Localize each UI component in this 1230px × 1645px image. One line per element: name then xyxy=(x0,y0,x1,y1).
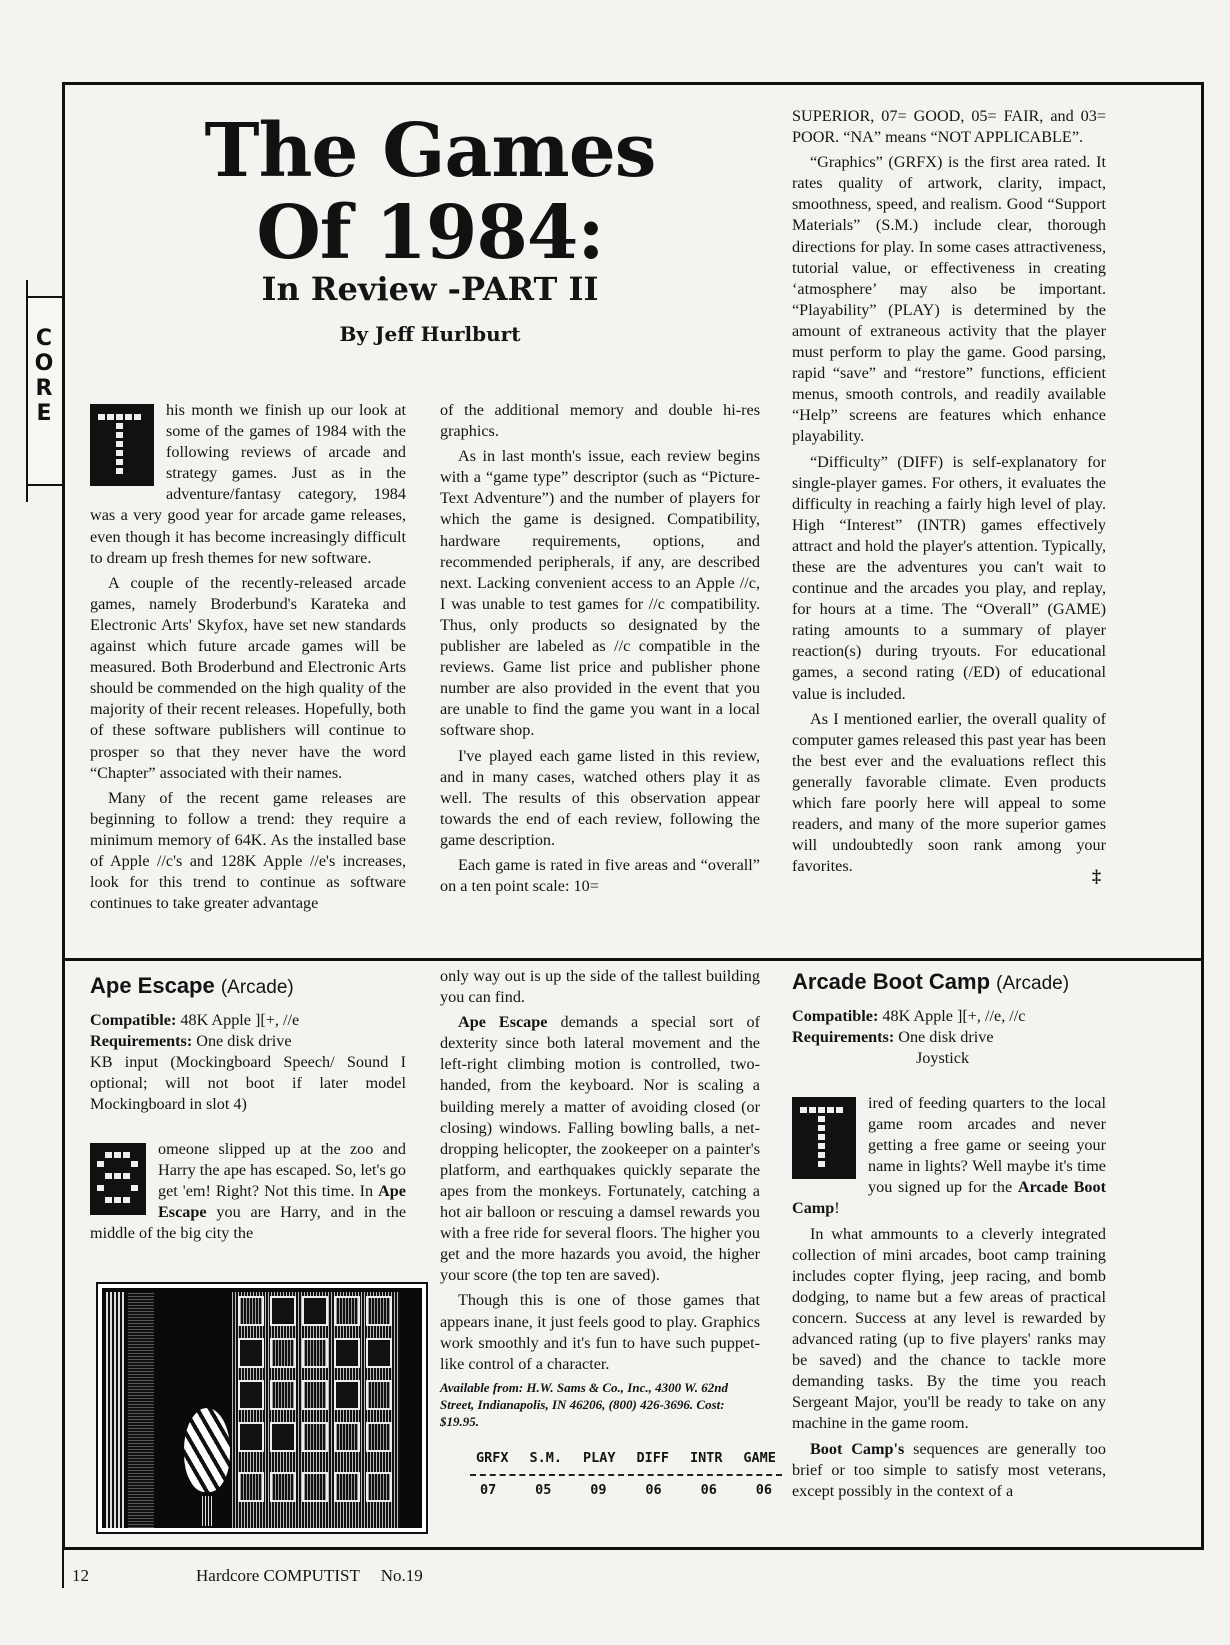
section-tab-label xyxy=(34,326,54,426)
section-tab-letter: E xyxy=(36,401,52,426)
game-genre: (Arcade) xyxy=(996,973,1070,994)
paragraph: Many of the recent game releases are beginning to follow a trend: they require a minimum memory of 64K. As the installed base of Apple //c's and 128K Apple //e's increases, look for this trend to continue as software continues to take greater advantage xyxy=(90,788,406,913)
review-arcade-boot-camp xyxy=(792,968,1106,1506)
review-title xyxy=(90,972,406,1002)
paragraph: Boot Camp's sequences are generally too brief or too simple to satisfy most veterans, except possibly in the context of a xyxy=(792,1439,1106,1500)
dropcap-t-icon xyxy=(90,404,154,486)
ratings-table xyxy=(470,1450,782,1498)
paragraph: As in last month's issue, each review begins with a “game type” descriptor (such as “Picture-Text Adventure”) and the number of players for which the game is designed. Compatibility, hardware requirements, options, and recommended peripherals, if any, are described next. Lacking convenient access to an Apple //c, I was unable to test games for //c compatibility. Thus, only products so designated by the publisher are labeled as //c compatible in the reviews. Game list price and publisher phone number are also provided in the event that you are unable to find the game you want in a local software shop. xyxy=(440,447,760,740)
section-tab-letter: C xyxy=(35,326,53,351)
paragraph: Each game is rated in five areas and “overall” on a ten point scale: 10= xyxy=(440,855,760,896)
intro-column-3 xyxy=(792,106,1106,881)
paragraph: “Difficulty” (DIFF) is self-explanatory for single-player games. For others, it evaluates the difficulty in reaching a fairly high level of play. High “Interest” (INTR) games effectively attract and hold the player's attention. Typically, these are the adventures you can't wait to continue and the arcades you play, and replay, for hours at a time. The “Overall” (GAME) rating amounts to a summary of player reaction(s) during tryouts. For educational games, a second rating (/ED) of educational value is included. xyxy=(792,452,1106,703)
paragraph: Though this is one of those games that appears inane, it just feels good to play. Graphics work smoothly and it's fun to have such puppet-like control of a character. xyxy=(440,1291,760,1373)
paragraph: of the additional memory and double hi-res graphics. xyxy=(440,401,760,441)
section-tab-letter: O xyxy=(34,351,54,376)
compatible-value: 48K Apple ][+, //e xyxy=(180,1011,300,1029)
paragraph: I've played each game listed in this review, and in many cases, watched others play it as well. The results of this observation appear towards the end of each review, following the game description. xyxy=(440,746,760,849)
building-graphic xyxy=(232,1292,400,1528)
game-name: Arcade Boot Camp xyxy=(792,969,991,994)
rating-value: 07 xyxy=(480,1482,497,1498)
left-rule xyxy=(62,1548,64,1588)
dropcap-t-icon xyxy=(792,1097,856,1179)
requirements-value: One disk drive xyxy=(196,1032,292,1050)
requirements-extra: Joystick xyxy=(916,1049,970,1067)
availability-info: Available from: H.W. Sams & Co., Inc., 4300 W. 62nd Street, Indianapolis, IN 46206, (800) 426-3696. Cost: $19.95. xyxy=(440,1379,728,1429)
ratings-header-row xyxy=(470,1450,782,1466)
balloon-basket-icon xyxy=(202,1496,212,1526)
requirements-label: Requirements: xyxy=(90,1032,193,1050)
game-screenshot xyxy=(96,1282,428,1534)
rating-header: GAME xyxy=(743,1450,776,1466)
rating-value: 09 xyxy=(590,1482,607,1498)
review-ape-escape-column-1 xyxy=(90,972,406,1248)
paragraph: As I mentioned earlier, the overall quality of computer games released this past year has been the best ever and the evaluations reflect this generally favorable climate. Even products which fare poorly here will appeal to some readers, and many of the more superior games will undoubtedly soon rank among your favorites. xyxy=(792,709,1106,876)
review-title xyxy=(792,968,1106,998)
game-name: Ape Escape xyxy=(90,973,215,998)
paragraph: In what ammounts to a cleverly integrated collection of mini arcades, boot camp training includes copter flying, jeep racing, and bomb dodging, to name but a few areas of practical concern. Success at any level is rewarded by advanced rating (up to five players' ranks may be saved) and the chance to tackle more demanding tasks. By the time you reach Sergeant Major, you'll be ready to take on any machine in the game room. xyxy=(792,1224,1106,1433)
rating-header: GRFX xyxy=(476,1450,509,1466)
intro-column-2 xyxy=(440,400,760,901)
game-genre: (Arcade) xyxy=(220,977,294,998)
magazine-footer xyxy=(196,1566,423,1586)
rating-value: 06 xyxy=(755,1482,772,1498)
ratings-divider xyxy=(470,1474,782,1476)
compatible-label: Compatible: xyxy=(90,1011,177,1029)
rating-header: PLAY xyxy=(582,1450,616,1466)
paragraph: “Graphics” (GRFX) is the first area rated. It rates quality of artwork, clarity, impact, smoothness, speed, and realism. Good “Support Materials” (S.M.) include clear, thorough directions for play. In some cases attractiveness, tutorial value, or effectiveness in creating ‘atmosphere’ may also be important. “Playability” (PLAY) is determined by the amount of extraneous activity that the player must perform to play the game. Good parsing, rapid “save” and “restore” functions, efficient menus, smooth controls, and readily available “Help” screens are features which enhance playability. xyxy=(792,153,1106,446)
rating-value: 06 xyxy=(700,1482,717,1498)
title-line-1: The Games xyxy=(204,108,656,194)
article-title xyxy=(70,110,790,274)
compatible-label: Compatible: xyxy=(792,1007,879,1025)
rating-header: S.M. xyxy=(529,1450,562,1466)
magazine-name: Hardcore COMPUTIST xyxy=(196,1566,360,1585)
hot-air-balloon-icon xyxy=(184,1408,230,1492)
review-meta xyxy=(792,1006,1106,1069)
requirements-value: One disk drive xyxy=(898,1028,994,1046)
article-subtitle: In Review -PART II xyxy=(261,270,599,308)
paragraph: ired of feeding quarters to the local game room arcades and never getting a free game or seeing your name in lights? Well maybe it's time you signed up for the Arcade Boot Camp! xyxy=(792,1094,1106,1218)
compatible-value: 48K Apple ][+, //e, //c xyxy=(882,1007,1026,1025)
section-tab-edge-bottom xyxy=(26,484,52,502)
review-meta xyxy=(90,1010,406,1115)
rating-value: 05 xyxy=(535,1482,552,1498)
paragraph: his month we finish up our look at some of the games of 1984 with the following reviews of arcade and strategy games. Just as in the adventure/fantasy category, 1984 was a very good year for arcade game releases, even though it has become increasingly difficult to dream up fresh themes for new software. xyxy=(90,401,406,567)
byline: By Jeff Hurlburt xyxy=(339,322,521,346)
intro-column-1 xyxy=(90,400,406,918)
requirements-extra: KB input (Mockingboard Speech/ Sound I optional; will not boot if later model Mockingboard in slot 4) xyxy=(90,1053,406,1113)
paragraph: A couple of the recently-released arcade games, namely Broderbund's Karateka and Electronic Arts' Skyfox, have set new standards against which future arcade games will be measured. Both Broderbund and Electronic Arts should be commended on the high quality of the majority of their recent releases. Hopefully, both of these software publishers will continue to prosper so that they never have the word “Chapter” associated with their names. xyxy=(90,573,406,782)
section-tab-letter: R xyxy=(35,376,53,401)
dot-strip-graphic xyxy=(128,1292,154,1528)
rating-value: 06 xyxy=(645,1482,662,1498)
screenshot-image xyxy=(102,1288,422,1528)
paragraph: only way out is up the side of the tallest building you can find. xyxy=(440,967,760,1007)
section-divider xyxy=(62,958,1204,961)
requirements-label: Requirements: xyxy=(792,1028,895,1046)
paragraph: Ape Escape demands a special sort of dexterity since both lateral movement and the left-right climbing motion is controlled, two-handed, from the keyboard. Nor is scaling a building merely a matter of avoiding closed (or closing) windows. Falling bowling balls, a net-dropping helicopter, the zookeeper on a painter's platform, and earthquakes quickly separate the apes from the monkeys. Fortunately, catching a hot air balloon or rescuing a damsel rewards you with a free ride for several floors. The higher you get and the more hazards you avoid, the higher your score (the top ten are saved). xyxy=(440,1013,761,1285)
ratings-value-row xyxy=(470,1482,782,1498)
issue-number: No.19 xyxy=(380,1566,423,1585)
review-ape-escape-column-2 xyxy=(440,966,760,1430)
rating-header: INTR xyxy=(689,1450,723,1466)
page-number: 12 xyxy=(72,1566,89,1585)
dropcap-s-icon xyxy=(90,1143,146,1215)
title-bar-graphic xyxy=(106,1292,124,1528)
paragraph: SUPERIOR, 07= GOOD, 05= FAIR, and 03= POOR. “NA” means “NOT APPLICABLE”. xyxy=(792,107,1106,147)
end-of-article-icon: ‡ xyxy=(1092,866,1101,886)
title-line-2: Of 1984: xyxy=(256,190,604,276)
paragraph: omeone slipped up at the zoo and Harry the ape has escaped. So, let's go get 'em! Right? Not this time. In Ape Escape you are Harry, and in the middle of the big city the xyxy=(90,1140,407,1243)
rating-header: DIFF xyxy=(636,1450,669,1466)
